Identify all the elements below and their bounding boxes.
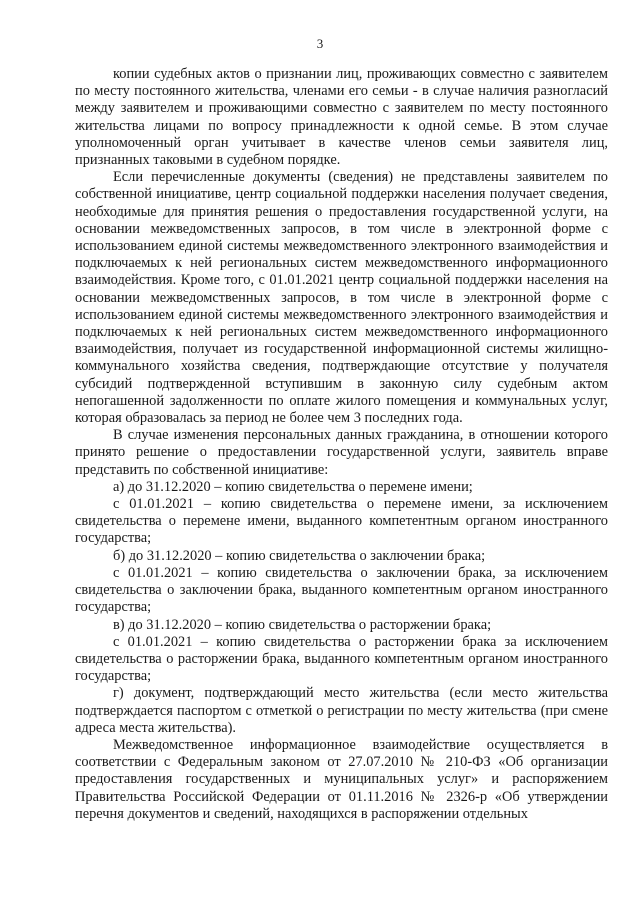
paragraph: В случае изменения персональных данных гражданина, в отношении которого принято решение о предоставлении государственной услуги, заявитель вправе представить по собственной инициативе:: [75, 427, 608, 478]
paragraph: в) до 31.12.2020 – копию свидетельства о расторжении брака;: [113, 616, 492, 633]
paragraph: копии судебных актов о признании лиц, проживающих совместно с заявителем по месту постоянного жительства, членами его семьи - в случае наличия разногласий между заявителем и проживающими совместно с заявителем по месту постоянного жительства лицами по вопросу принадлежности к одной семье. В этом случае уполномоченный орган учитывает в качестве членов семьи заявителя лиц, признанных таковыми в судебном порядке.: [75, 66, 608, 169]
paragraph: а) до 31.12.2020 – копию свидетельства о перемене имени;: [113, 478, 473, 495]
paragraph: с 01.01.2021 – копию свидетельства о заключении брака, за исключением свидетельства о заключении брака, выданного компетентным органом иностранного государства;: [75, 564, 608, 616]
paragraph: б) до 31.12.2020 – копию свидетельства о заключении брака;: [113, 547, 486, 564]
paragraph: Если перечисленные документы (сведения) не представлены заявителем по собственной инициативе, центр социальной поддержки населения получает сведения, необходимые для принятия решения о предоставления государственной услуги, на основании межведомственных запросов, в том числе в электронной форме с использованием единой системы межведомственного электронного взаимодействия и подключаемых к ней региональных систем межведомственного информационного взаимодействия. Кроме того, с 01.01.2021 центр социальной поддержки населения на основании межведомственных запросов, в том числе в электронной форме с использованием единой системы межведомственного электронного взаимодействия и подключаемых к ней региональных систем межведомственного информационного взаимодействия, получает из государственной информационной системы жилищно-коммунального хозяйства сведения, подтверждающие отсутствие у получателя субсидий подтвержденной вступившим в законную силу судебным актом непогашенной задолженности по оплате жилого помещения и коммунальных услуг, которая образовалась за период не более чем 3 последних года.: [75, 169, 608, 427]
paragraph: Межведомственное информационное взаимодействие осуществляется в соответствии с Федеральным законом от 27.07.2010 № 210-ФЗ «Об организации предоставления государственных и муниципальных услуг» и распоряжением Правительства Российской Федерации от 01.11.2016 № 2326-р «Об утверждении перечня документов и сведений, находящихся в распоряжении отдельных: [75, 736, 608, 822]
document-body: [75, 66, 608, 823]
paragraph: с 01.01.2021 – копию свидетельства о расторжении брака за исключением свидетельства о расторжении брака, выданного компетентным органом иностранного государства;: [75, 633, 608, 685]
paragraph: с 01.01.2021 – копию свидетельства о перемене имени, за исключением свидетельства о перемене имени, выданного компетентным органом иностранного государства;: [75, 496, 608, 547]
paragraph: г) документ, подтверждающий место жительства (если место жительства подтверждается паспортом с отметкой о регистрации по месту жительства (при смене адреса места жительства).: [75, 685, 608, 736]
page-number: 3: [316, 36, 324, 51]
